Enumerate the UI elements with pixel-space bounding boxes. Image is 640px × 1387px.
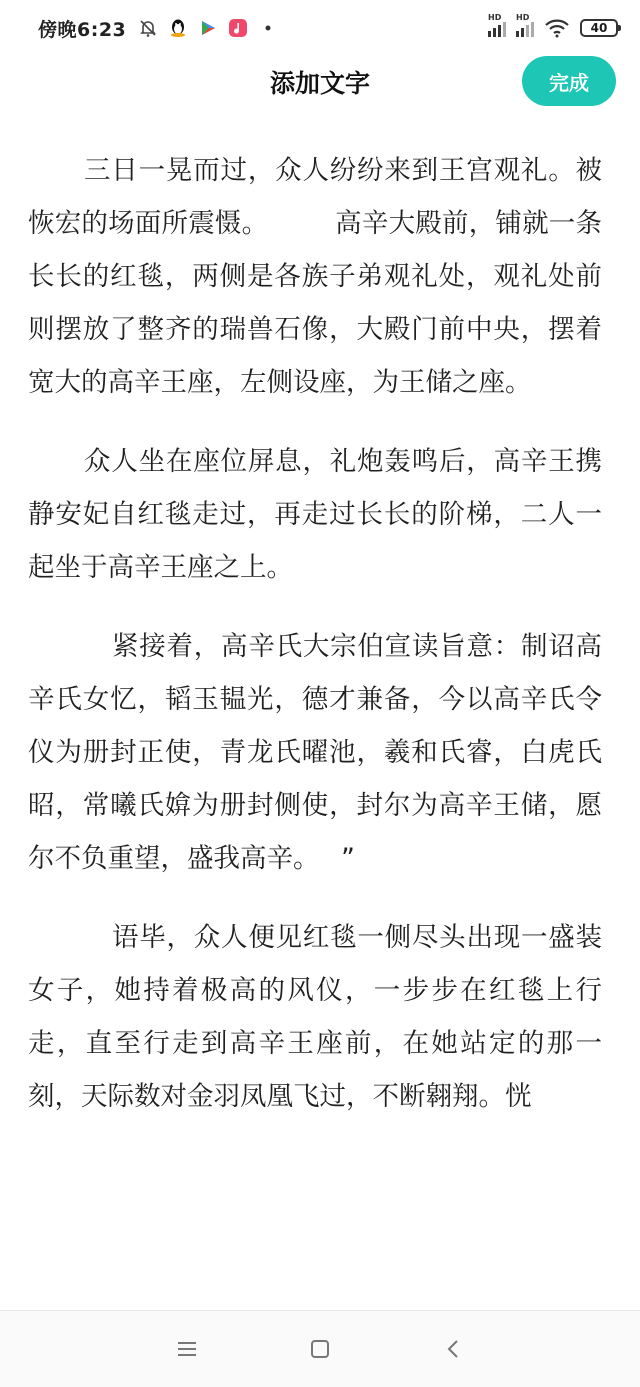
back-icon[interactable] [433, 1329, 473, 1369]
battery-level: 40 [590, 21, 608, 35]
status-bar [0, 0, 640, 56]
music-app-icon [228, 18, 248, 38]
play-store-icon [198, 18, 218, 38]
done-button[interactable]: 完成 [522, 56, 616, 106]
paragraph: 三日一晃而过，众人纷纷来到王宫观礼。被恢宏的场面所震慑。 高辛大殿前，铺就一条长长的红毯，两侧是各族子弟观礼处，观礼处前则摆放了整齐的瑞兽石像，大殿门前中央，摆着宽大的高辛王座，左侧设座，为王储之座。 [28, 155, 602, 398]
home-icon[interactable] [300, 1329, 340, 1369]
paragraph: 紧接着，高辛氏大宗伯宣读旨意：制诏高辛氏女忆，韬玉韫光，德才兼备，今以高辛氏令仪为册封正使，青龙氏曜池，羲和氏睿，白虎氏昭，常曦氏媕为册封侧使，封尔为高辛王储，愿尔不负重望，盛我高辛。 ” [28, 631, 602, 874]
muted-bell-icon [138, 18, 158, 38]
page-title: 添加文字 [269, 69, 370, 98]
status-time: 傍晚6:23 [38, 18, 127, 41]
menu-icon[interactable] [167, 1329, 207, 1369]
header-bar [0, 56, 640, 108]
notification-dot-icon [258, 18, 278, 38]
paragraph: 语毕，众人便见红毯一侧尽头出现一盛装女子，她持着极高的风仪，一步步在红毯上行走，直至行走到高辛王座前，在她站定的那一刻，天际数对金羽凤凰飞过，不断翱翔。恍 [28, 922, 602, 1112]
signal-hd-label: HD [488, 13, 502, 22]
qq-penguin-icon [168, 18, 188, 38]
wifi-icon [544, 18, 570, 38]
system-indicators [488, 13, 618, 38]
signal-hd-label-2: HD [516, 13, 530, 22]
battery-indicator [580, 19, 618, 37]
text-editor[interactable] [28, 144, 602, 1149]
system-nav-bar [0, 1310, 640, 1387]
signal-strength-icon-2 [516, 13, 534, 37]
signal-strength-icon [488, 13, 506, 37]
notification-icons [138, 18, 278, 38]
paragraph: 众人坐在座位屏息，礼炮轰鸣后，高辛王携静安妃自红毯走过，再走过长长的阶梯，二人一起坐于高辛王座之上。 [28, 446, 602, 583]
